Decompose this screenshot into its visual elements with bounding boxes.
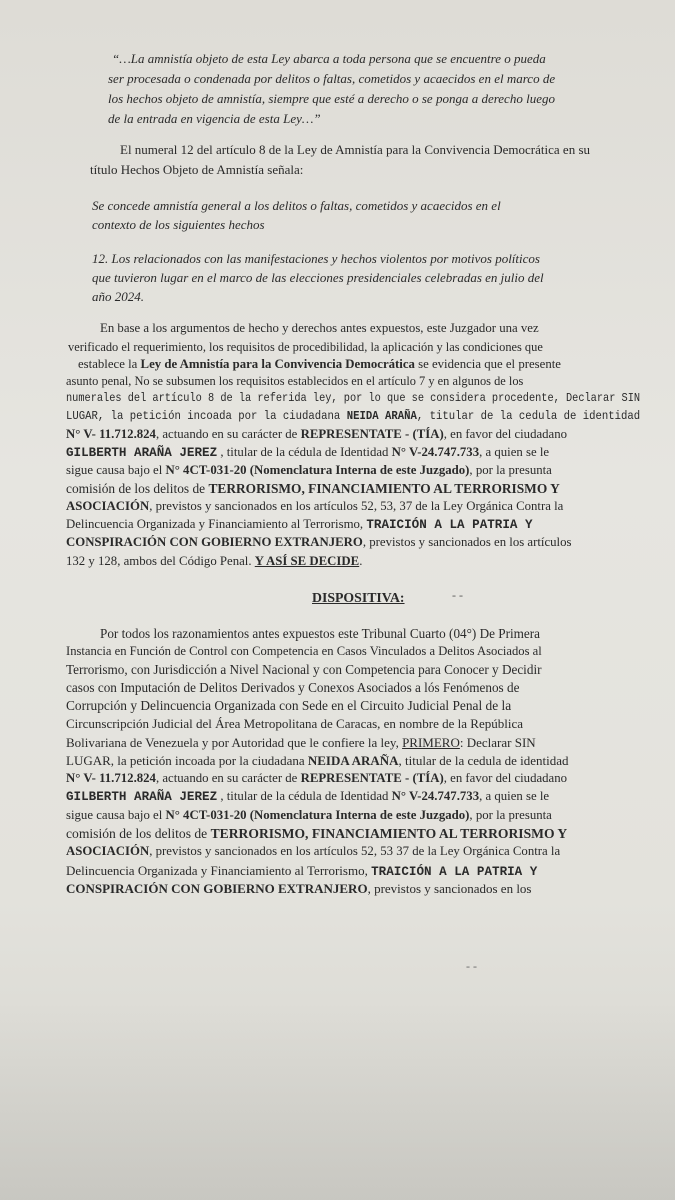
heading-mark: - - (452, 588, 463, 602)
text-span: N° V-24.747.733 (391, 445, 480, 459)
text-span: , previstos y sancionados en los artículos (362, 535, 572, 549)
text-span: NEIDA ARAÑA (346, 409, 417, 423)
p1-line: verificado el requerimiento, los requisitos de procedibilidad, la aplicación y las condiciones que (68, 340, 543, 354)
p1-line: En base a los argumentos de hecho y derechos antes expuestos, este Juzgador una vez (100, 321, 539, 335)
p1-line (78, 358, 561, 371)
text-span: , titular de la cedula de identidad (398, 753, 569, 768)
text-span: , titular de la cédula de Identidad (217, 445, 392, 459)
text-span: , en favor del ciudadano (443, 771, 568, 785)
item12-line: año 2024. (92, 289, 144, 304)
quote-line: “…La amnistía objeto de esta Ley abarca a toda persona que se encuentre o pueda (112, 51, 546, 66)
text-span: comisión de los delitos de (66, 481, 209, 496)
text-span: CONSPIRACIÓN CON GOBIERNO EXTRANJERO (66, 535, 363, 549)
text-span: Delincuencia Organizada y Financiamiento al Terrorismo, (66, 517, 367, 531)
text-span: , a quien se le (479, 789, 550, 803)
text-span: GILBERTH ARAÑA JEREZ (66, 790, 218, 804)
text-span: ASOCIACIÓN (66, 499, 150, 513)
text-span: CONSPIRACIÓN CON GOBIERNO EXTRANJERO (66, 881, 368, 896)
footer-mark: - - (466, 959, 477, 973)
text-span: N° 4CT-031-20 (Nomenclatura Interna de este Juzgado) (165, 463, 470, 477)
text-span: ASOCIACIÓN (66, 844, 150, 858)
text-span: establece la (78, 357, 141, 371)
p2-line (66, 790, 549, 804)
text-span: , titular de la cédula de Identidad (217, 789, 392, 803)
text-span: TERRORISMO, FINANCIAMIENTO AL TERRORISMO Y (208, 481, 560, 496)
text-span: Ley de Amnistía para la Convivencia Democrática (140, 357, 415, 371)
p2-line: Terrorismo, con Jurisdicción a Nivel Nacional y con Competencia para Conocer y Decidir (66, 662, 542, 677)
p1-line (66, 518, 533, 532)
text-span: Delincuencia Organizada y Financiamiento al Terrorismo, (66, 863, 372, 878)
p2-line (66, 772, 567, 785)
text-span: , previstos y sancionados en los (367, 881, 532, 896)
text-span: REPRESENTATE - (TÍA) (300, 771, 444, 785)
text-span: REPRESENTATE - (TÍA) (300, 427, 444, 441)
p2-line (66, 736, 536, 749)
dispositiva-heading: DISPOSITIVA: (312, 590, 405, 605)
p2-line (66, 882, 531, 895)
text-span: se evidencia que el presente (414, 357, 561, 371)
text-span: NEIDA ARAÑA (307, 753, 399, 768)
text-span: , previstos y sancionados en los artículos 52, 53 37 de la Ley Orgánica Contra la (149, 844, 561, 858)
text-span: , por la presunta (469, 808, 552, 822)
grant-line: contexto de los siguientes hechos (92, 217, 265, 232)
text-span: : Declarar SIN (459, 735, 536, 750)
p1-line (66, 555, 362, 568)
text-span: , por la presunta (469, 463, 552, 477)
p2-line: Circunscripción Judicial del Área Metropolitana de Caracas, en nombre de la República (66, 716, 523, 731)
primero-label: PRIMERO (402, 735, 460, 750)
p2-line (66, 809, 552, 822)
decision-phrase: Y ASÍ SE DECIDE (254, 554, 360, 568)
text-span: comisión de los delitos de (66, 826, 211, 841)
quote-line: ser procesada o condenada por delitos o faltas, cometidos y acaecidos en el marco de (108, 71, 556, 86)
intro-line: El numeral 12 del artículo 8 de la Ley de Amnistía para la Convivencia Democrática en su (120, 142, 590, 157)
text-span: sigue causa bajo el (66, 463, 166, 477)
text-span: TRAICIÓN A LA PATRIA Y (366, 518, 533, 532)
text-span: , titular de la cedula de identidad (416, 409, 641, 423)
p1-line (66, 446, 549, 460)
intro-line: título Hechos Objeto de Amnistía señala: (90, 162, 304, 177)
p1-line (66, 500, 563, 513)
text-span: LUGAR, la petición incoada por la ciudadana (66, 753, 308, 768)
text-span: LUGAR, la petición incoada por la ciudadana (66, 409, 347, 423)
text-span: . (359, 554, 363, 568)
text-span: , actuando en su carácter de (155, 771, 301, 785)
text-span: 132 y 128, ambos del Código Penal. (66, 554, 255, 568)
p2-line (66, 864, 537, 879)
p1-line (66, 482, 560, 495)
p2-line (66, 754, 569, 767)
p1-line: numerales del artículo 8 de la referida ley, por lo que se considera procedente, Declarar SIN (66, 392, 641, 405)
text-span: N° V- 11.712.824 (66, 427, 156, 441)
text-span: Bolivariana de Venezuela y por Autoridad que le confiere la ley, (66, 735, 403, 750)
item12-line: 12. Los relacionados con las manifestaciones y hechos violentos por motivos políticos (92, 251, 540, 266)
text-span: , actuando en su carácter de (155, 427, 301, 441)
text-span: N° V- 11.712.824 (66, 771, 156, 785)
p1-line: asunto penal, No se subsumen los requisitos establecidos en el artículo 7 y en algunos de los (66, 374, 524, 388)
text-span: N° 4CT-031-20 (Nomenclatura Interna de este Juzgado) (165, 808, 470, 822)
quote-line: de la entrada en vigencia de esta Ley…” (108, 111, 321, 126)
text-span: sigue causa bajo el (66, 808, 166, 822)
text-span: TERRORISMO, FINANCIAMIENTO AL TERRORISMO Y (210, 826, 568, 841)
p2-line: Instancia en Función de Control con Competencia en Casos Vinculados a Delitos Asociados al (66, 644, 542, 658)
p1-line (66, 428, 567, 441)
p1-line (66, 464, 552, 477)
text-span: , a quien se le (479, 445, 550, 459)
page-shadow (0, 1000, 675, 1200)
text-span: GILBERTH ARAÑA JEREZ (66, 446, 218, 460)
text-span: TRAICIÓN A LA PATRIA Y (371, 865, 538, 879)
item12-line: que tuvieron lugar en el marco de las elecciones presidenciales celebradas en julio del (92, 270, 544, 285)
p1-line (66, 411, 640, 423)
p2-line: Por todos los razonamientos antes expuestos este Tribunal Cuarto (04°) De Primera (100, 626, 541, 641)
p2-line: Corrupción y Delincuencia Organizada con Sede en el Circuito Judicial Penal de la (66, 698, 512, 713)
p2-line: casos con Imputación de Delitos Derivados y Conexos Asociados a lós Fenómenos de (66, 680, 520, 695)
grant-line: Se concede amnistía general a los delitos o faltas, cometidos y acaecidos en el (92, 198, 501, 213)
text-span: , en favor del ciudadano (443, 427, 568, 441)
text-span: N° V-24.747.733 (391, 789, 480, 803)
p2-line (66, 845, 560, 858)
p1-line (66, 536, 571, 549)
p2-line (66, 827, 567, 841)
quote-line: los hechos objeto de amnistía, siempre que esté a derecho o se ponga a derecho luego (108, 91, 555, 106)
text-span: , previstos y sancionados en los artículos 52, 53, 37 de la Ley Orgánica Contra la (149, 499, 564, 513)
